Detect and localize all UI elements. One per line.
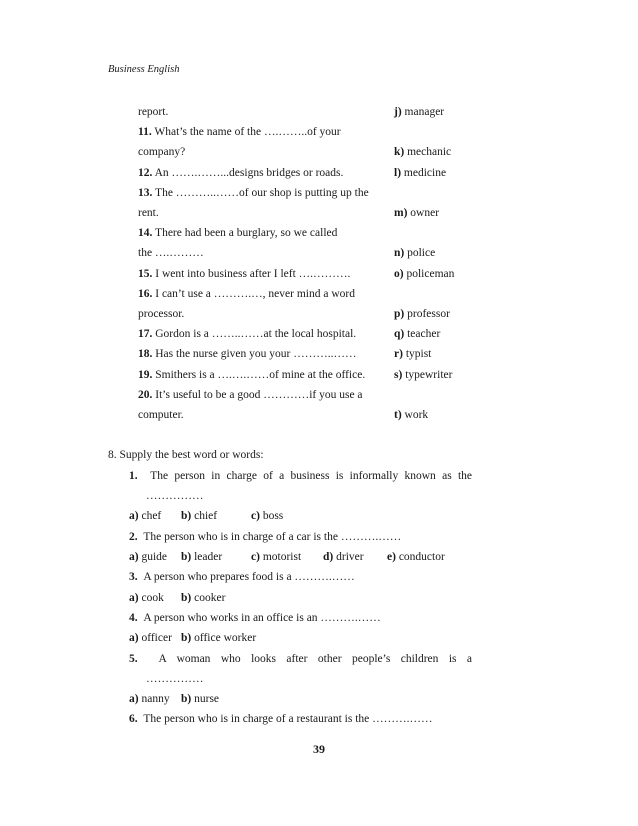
matching-line: 12. An …….……...designs bridges or roads.	[138, 167, 344, 179]
matching-line: computer.	[138, 409, 184, 421]
question-line: 5. A woman who looks after other people’s children is a	[129, 653, 473, 665]
matching-line: 14. There had been a burglary, so we called	[138, 227, 338, 239]
exercise-heading: 8. Supply the best word or words:	[108, 449, 264, 461]
matching-option: s) typewriter	[394, 369, 453, 381]
matching-line: 18. Has the nurse given you your ………..……	[138, 348, 357, 360]
matching-option: m) owner	[394, 207, 440, 219]
page-number: 39	[313, 742, 325, 756]
matching-line: 17. Gordon is a ……..……at the local hospital.	[138, 328, 357, 340]
question-line: 6. The person who is in charge of a restaurant is the ……….……	[129, 713, 433, 725]
running-header: Business English	[108, 64, 180, 75]
matching-option: n) police	[394, 247, 436, 259]
matching-line: 13. The ………..……of our shop is putting up the	[138, 187, 369, 199]
answer-option: e) conductor	[387, 551, 445, 563]
matching-line: company?	[138, 146, 186, 158]
matching-line: 11. What’s the name of the ….……..of your	[138, 126, 341, 138]
matching-line: report.	[138, 106, 169, 118]
question-line: 3. A person who prepares food is a ……….……	[129, 571, 355, 583]
answer-option: b) leader	[181, 551, 223, 563]
question-line: 2. The person who is in charge of a car is the ……….……	[129, 531, 402, 543]
answer-option: a) guide	[129, 551, 168, 563]
matching-option: q) teacher	[394, 328, 441, 340]
matching-line: processor.	[138, 308, 185, 320]
question-line: 4. A person who works in an office is an ……….……	[129, 612, 381, 624]
matching-line: 19. Smithers is a ….….……of mine at the office.	[138, 369, 366, 381]
question-line: 1. The person in charge of a business is informally known as the	[129, 470, 472, 482]
answer-option: a) officer	[129, 632, 172, 644]
answer-option: b) office worker	[181, 632, 257, 644]
answer-option: c) boss	[251, 510, 284, 522]
answer-option: b) nurse	[181, 693, 220, 705]
answer-option: b) chief	[181, 510, 218, 522]
answer-option: a) nanny	[129, 693, 170, 705]
matching-option: j) manager	[394, 106, 445, 118]
answer-option: d) driver	[323, 551, 364, 563]
matching-line: the ….………	[138, 247, 204, 259]
question-continuation: ……………	[146, 673, 204, 685]
matching-option: r) typist	[394, 348, 432, 360]
matching-option: l) medicine	[394, 167, 447, 179]
matching-line: 20. It’s useful to be a good …………if you use a	[138, 389, 363, 401]
answer-option: b) cooker	[181, 592, 226, 604]
answer-option: a) cook	[129, 592, 164, 604]
matching-line: rent.	[138, 207, 159, 219]
matching-option: t) work	[394, 409, 429, 421]
matching-option: p) professor	[394, 308, 450, 320]
matching-line: 15. I went into business after I left ….……….	[138, 268, 351, 280]
matching-line: 16. I can’t use a ……….…, never mind a word	[138, 288, 355, 300]
question-continuation: ……………	[146, 490, 204, 502]
answer-option: c) motorist	[251, 551, 302, 563]
answer-option: a) chef	[129, 510, 162, 522]
matching-option: k) mechanic	[394, 146, 452, 158]
matching-option: o) policeman	[394, 268, 455, 280]
